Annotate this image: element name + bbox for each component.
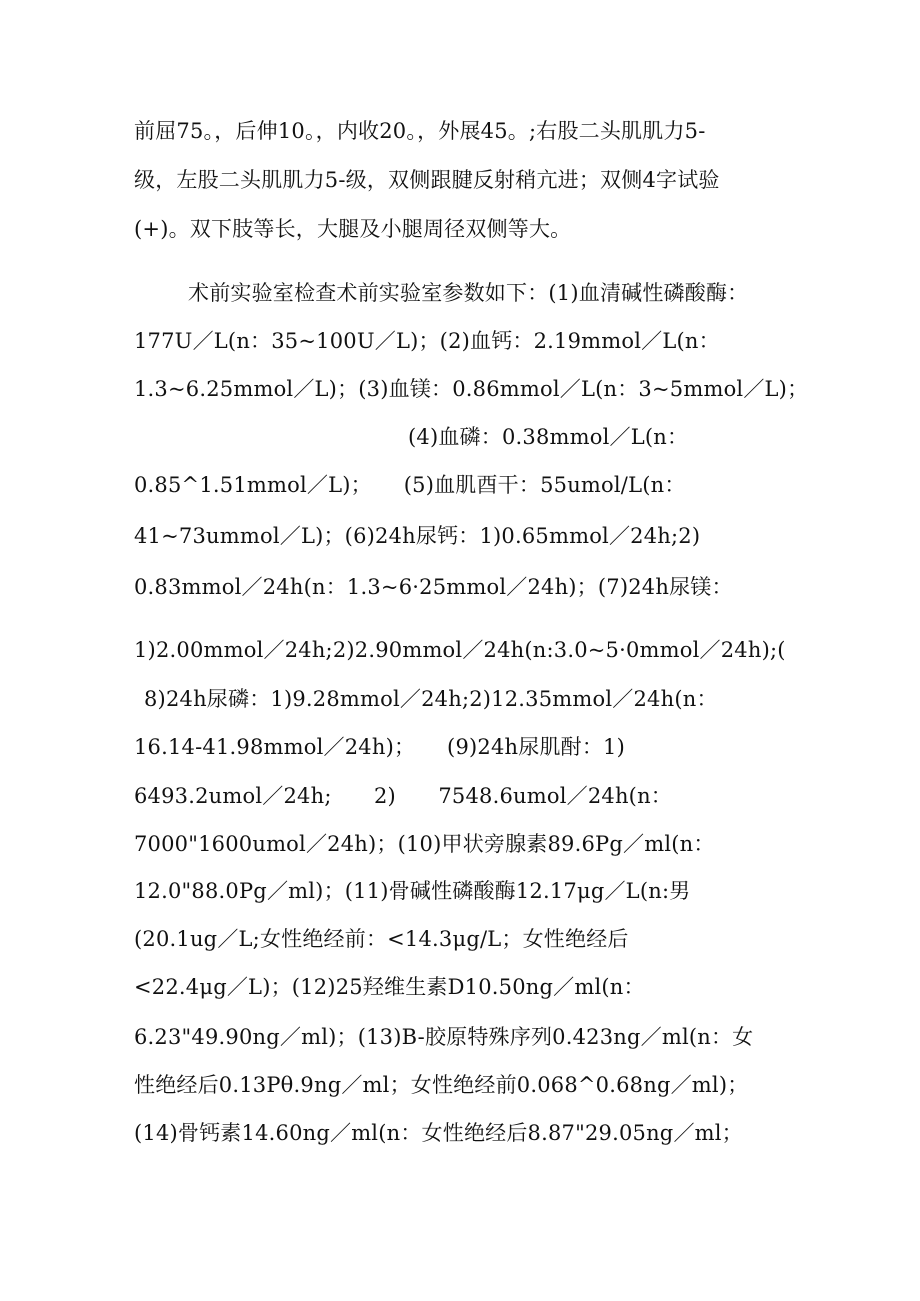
text-line: 177U／L(n：35~100U／L)；(2)血钙：2.19mmol／L(n： (134, 329, 720, 353)
text-line: 0.85^1.51mmol／L)； (5)血肌酉干：55umol/L(n： (134, 473, 686, 497)
text-line: 术前实验室检查术前实验室参数如下：(1)血清碱性磷酸酶： (188, 281, 749, 305)
text-line: (14)骨钙素14.60ng／ml(n：女性绝经后8.87"29.05ng／ml； (134, 1121, 743, 1145)
text-line: 性绝经后0.13Pθ.9ng／ml；女性绝经前0.068^0.68ng／ml)； (134, 1073, 749, 1097)
text-line: (+)。双下肢等长，大腿及小腿周径双侧等大。 (134, 217, 572, 241)
text-line: (4)血磷：0.38mmol／L(n： (408, 425, 689, 449)
text-line: <22.4μg／L)；(12)25羟维生素D10.50ng／ml(n： (134, 975, 645, 999)
text-line: 前屈75。，后伸10。，内收20。，外展45。;右股二头肌肌力5- (134, 119, 706, 143)
text-line: 16.14-41.98mmol／24h)； (9)24h尿肌酎：1) (134, 735, 626, 759)
text-line: 级，左股二头肌肌力5-级，双侧跟腱反射稍亢进；双侧4字试验 (134, 168, 720, 192)
text-line: 12.0"88.0Pg／ml)；(11)骨碱性磷酸酶12.17μg／L(n:男 (134, 879, 691, 903)
text-line: 8)24h尿磷：1)9.28mmol／24h;2)12.35mmol／24h(n： (144, 687, 718, 711)
text-line: 6.23"49.90ng／ml)；(13)B-胶原特殊序列0.423ng／ml(n：女 (134, 1025, 754, 1049)
text-line: 0.83mmol／24h(n：1.3~6·25mmol／24h)；(7)24h尿镁： (134, 575, 733, 599)
text-line: 1.3~6.25mmol／L)；(3)血镁：0.86mmol／L(n：3~5mmol／L)； (134, 377, 809, 401)
text-line: 1)2.00mmol／24h;2)2.90mmol／24h(n:3.0~5·0mmol／24h);( (134, 638, 786, 662)
text-line: 7000"1600umol／24h)；(10)甲状旁腺素89.6Pg／ml(n： (134, 832, 715, 856)
text-line: 6493.2umol／24h; 2) 7548.6umol／24h(n： (134, 784, 672, 808)
text-line: 41~73ummol／L)；(6)24h尿钙：1)0.65mmol／24h;2) (134, 524, 701, 548)
text-line: (20.1ug／L;女性绝经前：<14.3μg/L；女性绝经后 (134, 927, 629, 951)
